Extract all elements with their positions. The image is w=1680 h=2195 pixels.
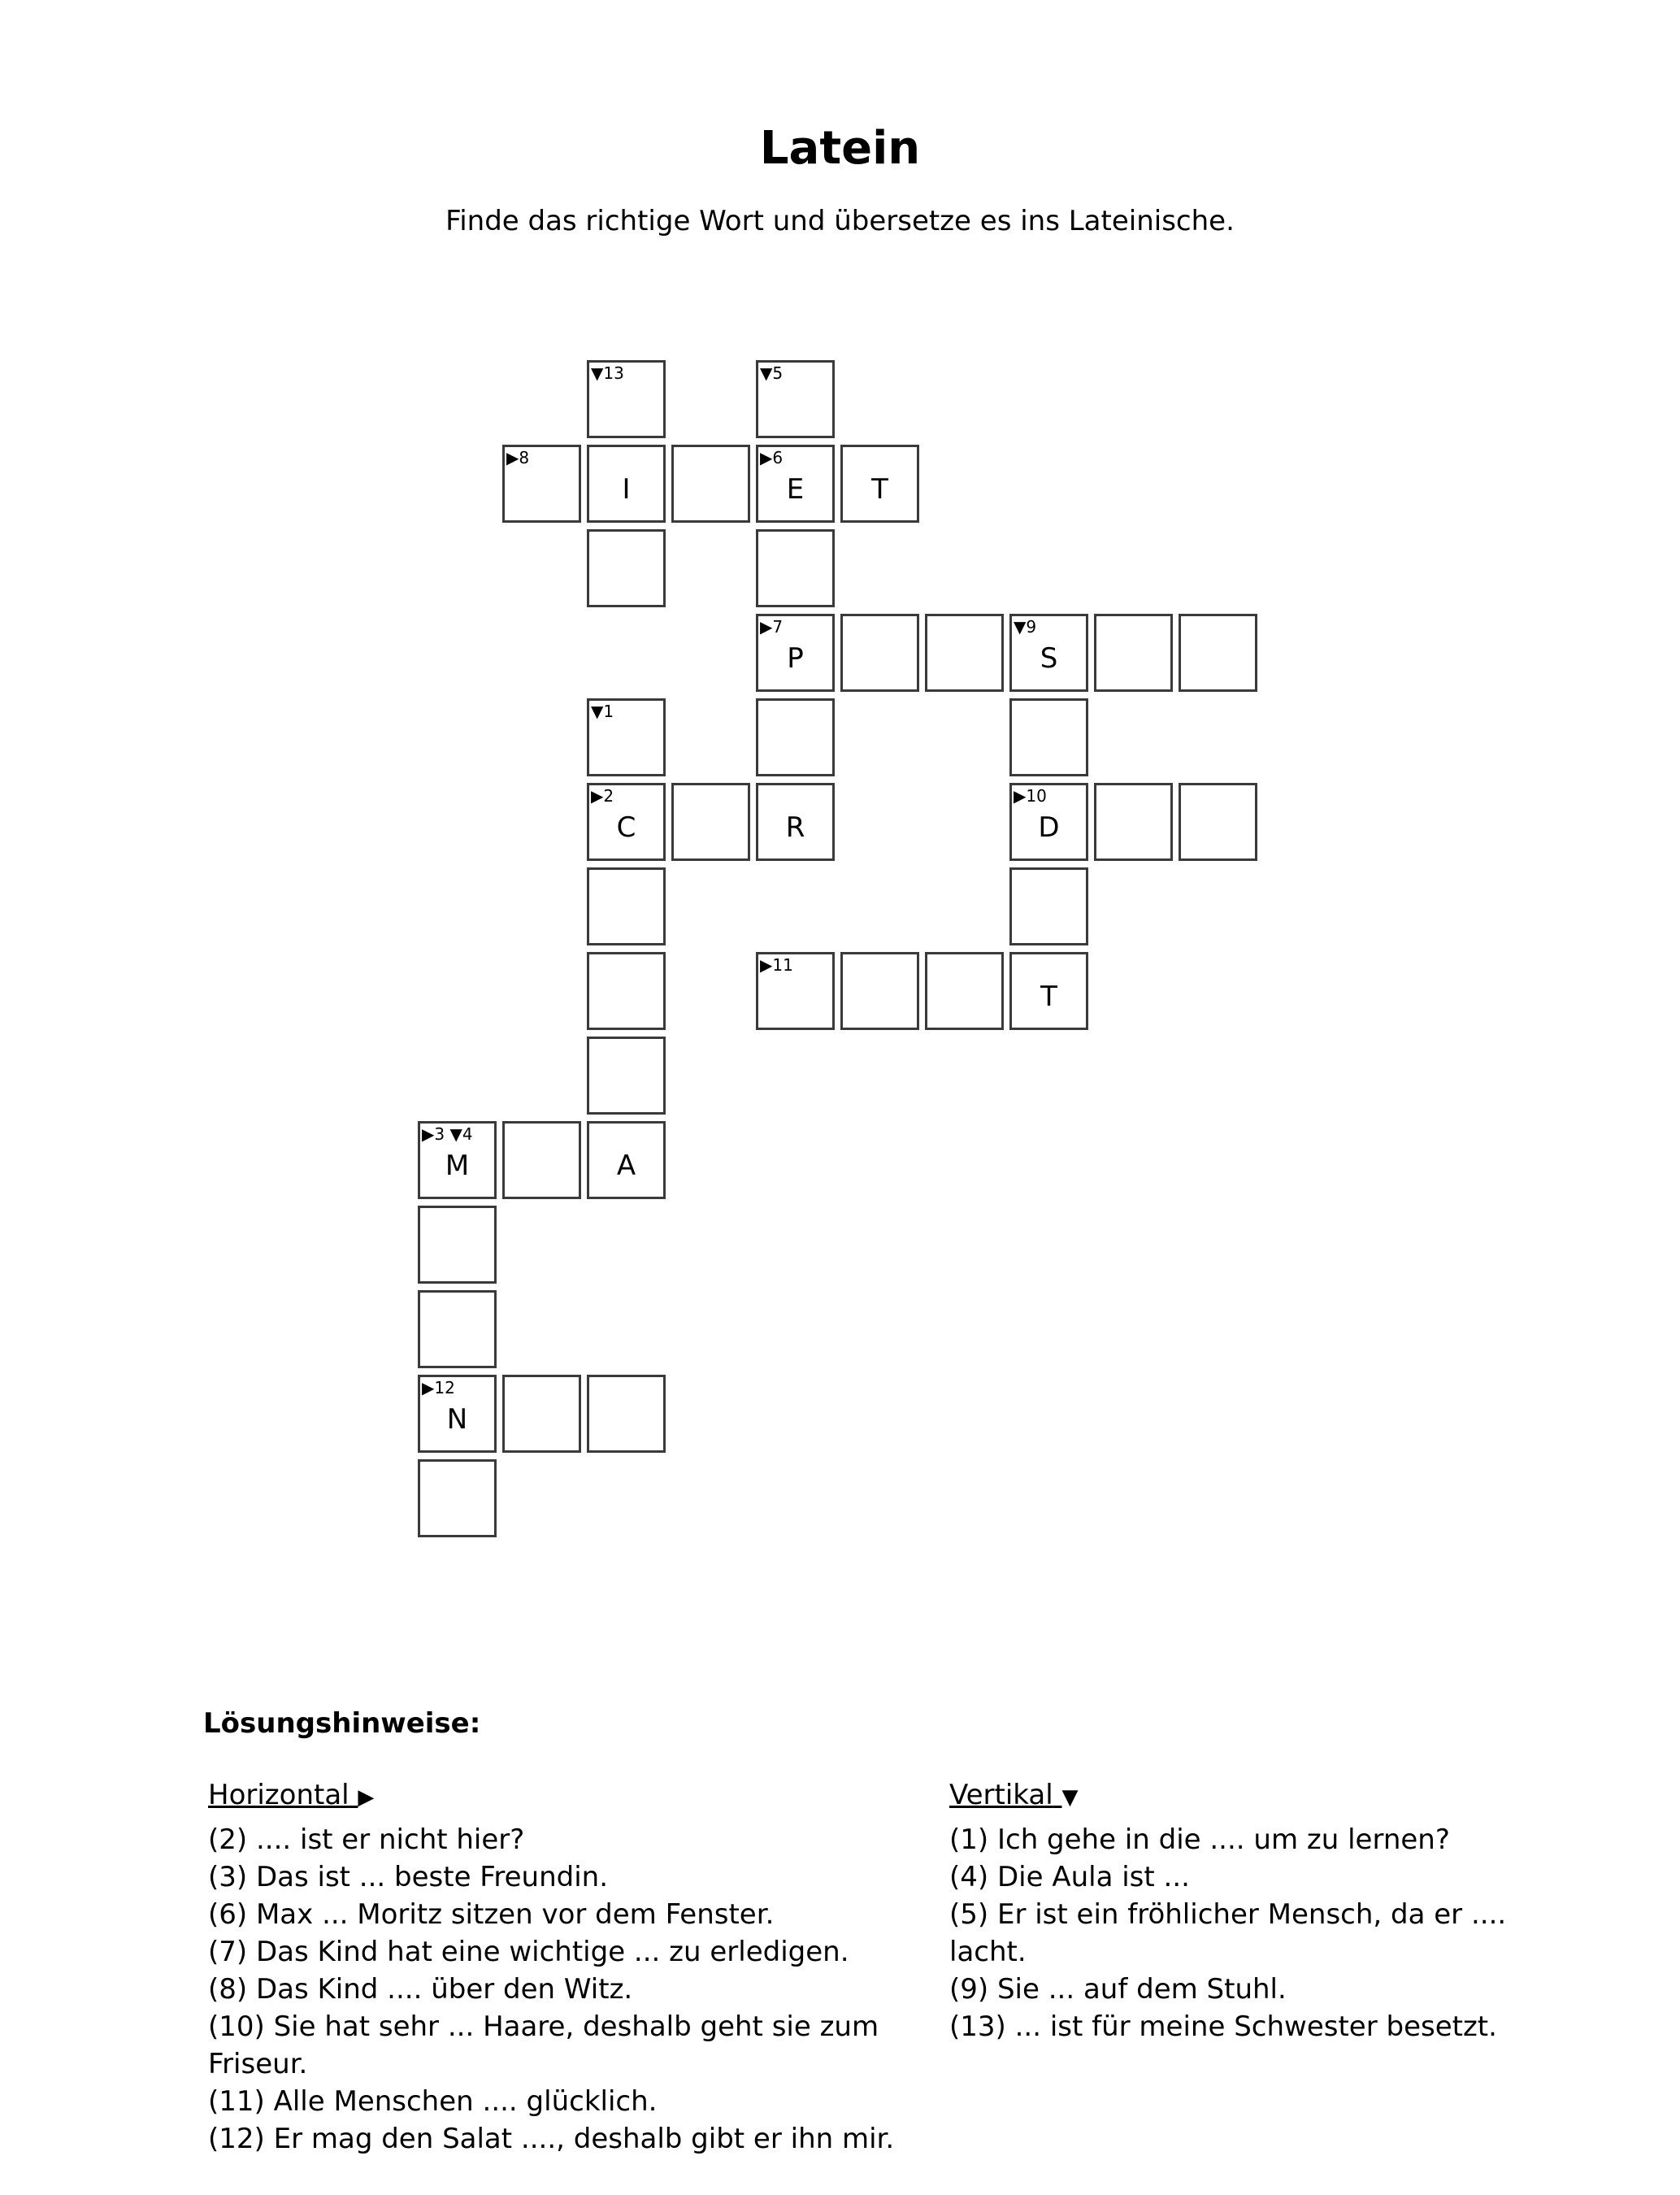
- crossword-cell[interactable]: [840, 952, 919, 1030]
- crossword-cell[interactable]: [1009, 698, 1088, 776]
- horizontal-clue: (6) Max ... Moritz sitzen vor dem Fenster.: [208, 1898, 775, 1931]
- crossword-cell[interactable]: [587, 698, 666, 776]
- crossword-cell[interactable]: [418, 1121, 497, 1199]
- horizontal-clue-list: [208, 1821, 907, 2158]
- cell-letter: E: [786, 473, 805, 506]
- vertical-heading-label: Vertikal: [949, 1779, 1053, 1811]
- vertical-clue: (13) ... ist für meine Schwester besetzt.: [949, 2010, 1497, 2043]
- cell-letter: D: [1038, 811, 1060, 844]
- clue-number: ▶8: [506, 448, 530, 467]
- crossword-cell[interactable]: [1009, 783, 1088, 861]
- horizontal-clue: (3) Das ist ... beste Freundin.: [208, 1861, 609, 1893]
- crossword-cell[interactable]: [756, 445, 835, 523]
- vertical-clues: [949, 1776, 1535, 2045]
- cell-letter: C: [616, 811, 636, 844]
- clue-number: ▼1: [591, 702, 614, 721]
- horizontal-heading-label: Horizontal: [208, 1779, 349, 1811]
- crossword-cell[interactable]: [756, 360, 835, 438]
- horizontal-clue: (12) Er mag den Salat ...., deshalb gibt er ihn mir.: [208, 2123, 895, 2155]
- vertical-clue: (4) Die Aula ist ...: [949, 1861, 1190, 1893]
- cell-letter: S: [1040, 642, 1058, 675]
- clue-number: ▶12: [422, 1378, 455, 1397]
- crossword-cell[interactable]: [587, 360, 666, 438]
- crossword-cell[interactable]: [587, 867, 666, 945]
- clue-number: ▶10: [1014, 786, 1047, 806]
- crossword-cell[interactable]: [1009, 614, 1088, 692]
- crossword-cell[interactable]: [1009, 952, 1088, 1030]
- cell-letter: R: [785, 811, 805, 844]
- vertical-clue: (9) Sie ... auf dem Stuhl.: [949, 1973, 1287, 2006]
- crossword-cell[interactable]: [587, 1375, 666, 1453]
- vertical-clue: (5) Er ist ein fröhlicher Mensch, da er .... lacht.: [949, 1898, 1507, 1968]
- crossword-cell[interactable]: [502, 1121, 581, 1199]
- page-subtitle: Finde das richtige Wort und übersetze es ins Lateinische.: [445, 205, 1235, 237]
- crossword-cell[interactable]: [418, 1206, 497, 1284]
- horizontal-clue: (8) Das Kind .... über den Witz.: [208, 1973, 633, 2006]
- horizontal-clues: [208, 1776, 907, 2158]
- crossword-cell[interactable]: [840, 445, 919, 523]
- crossword-cell[interactable]: [418, 1459, 497, 1537]
- vertical-clue: (1) Ich gehe in die .... um zu lernen?: [949, 1823, 1450, 1856]
- clue-number: ▶3 ▼4: [422, 1124, 473, 1144]
- right-arrow-icon: ▶: [358, 1785, 375, 1810]
- clue-number: ▶6: [760, 448, 784, 467]
- down-arrow-icon: ▼: [1061, 1785, 1079, 1810]
- crossword-cell[interactable]: [1094, 783, 1173, 861]
- clue-number: ▼9: [1014, 617, 1037, 637]
- crossword-cell[interactable]: [1179, 783, 1257, 861]
- clue-number: ▶2: [591, 786, 614, 806]
- horizontal-clue: (2) .... ist er nicht hier?: [208, 1823, 525, 1856]
- vertical-heading: [949, 1776, 1535, 1816]
- clue-number: ▶7: [760, 617, 784, 637]
- crossword-cell[interactable]: [671, 445, 750, 523]
- cell-letter: T: [1040, 980, 1057, 1013]
- crossword-cell[interactable]: [756, 614, 835, 692]
- crossword-cell[interactable]: [502, 1375, 581, 1453]
- cell-letter: M: [445, 1150, 470, 1182]
- crossword-cell[interactable]: [840, 614, 919, 692]
- crossword-cell[interactable]: [756, 952, 835, 1030]
- crossword-cell[interactable]: [756, 783, 835, 861]
- cell-letter: T: [871, 473, 888, 506]
- crossword-cell[interactable]: [587, 952, 666, 1030]
- crossword-cell[interactable]: [587, 1121, 666, 1199]
- crossword-cell[interactable]: [925, 952, 1004, 1030]
- cell-letter: N: [446, 1403, 468, 1436]
- crossword-cell[interactable]: [587, 1037, 666, 1115]
- crossword-cell[interactable]: [671, 783, 750, 861]
- crossword-cell[interactable]: [1094, 614, 1173, 692]
- horizontal-clue: (10) Sie hat sehr ... Haare, deshalb geht sie zum Friseur.: [208, 2010, 879, 2080]
- horizontal-clue: (7) Das Kind hat eine wichtige ... zu erledigen.: [208, 1936, 849, 1968]
- clue-number: ▼13: [591, 363, 624, 383]
- clue-number: ▶11: [760, 955, 793, 975]
- page-title: Latein: [759, 122, 921, 175]
- crossword-cell[interactable]: [587, 529, 666, 607]
- crossword-cell[interactable]: [756, 529, 835, 607]
- horizontal-heading: [208, 1776, 907, 1816]
- crossword-cell[interactable]: [756, 698, 835, 776]
- clue-number: ▼5: [760, 363, 784, 383]
- crossword-cell[interactable]: [418, 1290, 497, 1368]
- cell-letter: I: [622, 473, 631, 506]
- cell-letter: P: [787, 642, 804, 675]
- horizontal-clue: (11) Alle Menschen .... glücklich.: [208, 2085, 658, 2118]
- crossword-cell[interactable]: [587, 783, 666, 861]
- crossword-cell[interactable]: [587, 445, 666, 523]
- crossword-cell[interactable]: [502, 445, 581, 523]
- cell-letter: A: [616, 1150, 636, 1182]
- hints-heading: Lösungshinweise:: [203, 1707, 481, 1740]
- crossword-cell[interactable]: [1009, 867, 1088, 945]
- crossword-cell[interactable]: [418, 1375, 497, 1453]
- crossword-cell[interactable]: [925, 614, 1004, 692]
- vertical-clue-list: [949, 1821, 1535, 2045]
- crossword-cell[interactable]: [1179, 614, 1257, 692]
